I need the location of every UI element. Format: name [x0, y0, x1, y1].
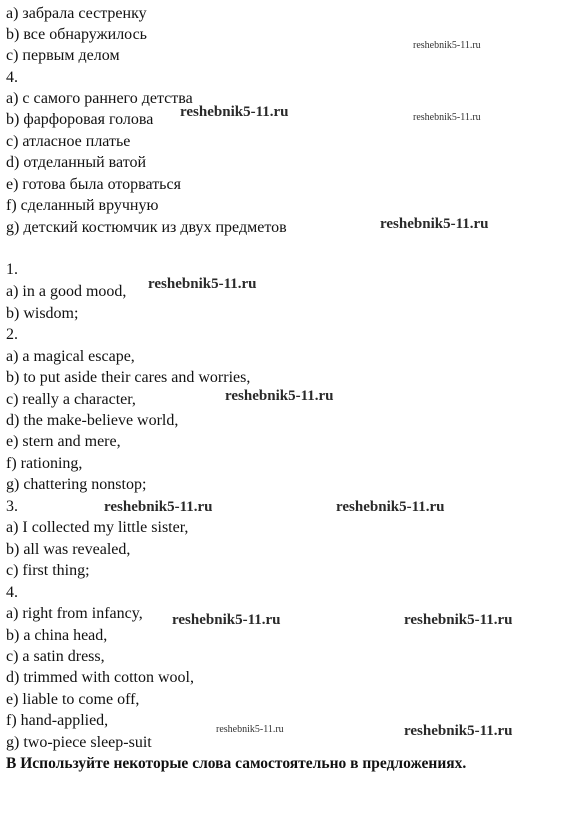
text-line: a) right from infancy, [6, 605, 143, 622]
text-line: f) сделанный вручную [6, 197, 159, 214]
text-line: a) I collected my little sister, [6, 519, 189, 536]
watermark: reshebnik5-11.ru [413, 40, 481, 51]
text-line: c) really a character, [6, 391, 136, 408]
watermark: reshebnik5-11.ru [225, 388, 334, 404]
section-number: 3. [6, 498, 18, 515]
watermark: reshebnik5-11.ru [180, 104, 289, 120]
text-line: b) все обнаружилось [6, 26, 147, 43]
watermark: reshebnik5-11.ru [336, 499, 445, 515]
watermark: reshebnik5-11.ru [216, 724, 284, 735]
exercise-heading: B Используйте некоторые слова самостоятельно в предложениях. [6, 755, 467, 772]
text-line: a) a magical escape, [6, 348, 135, 365]
text-line: f) rationing, [6, 455, 83, 472]
text-line: a) in a good mood, [6, 283, 127, 300]
text-line: g) детский костюмчик из двух предметов [6, 219, 287, 236]
text-line: a) забрала сестренку [6, 5, 147, 22]
watermark: reshebnik5-11.ru [404, 723, 513, 739]
text-line: c) first thing; [6, 562, 90, 579]
text-line: b) a china head, [6, 627, 108, 644]
text-line: d) the make-believe world, [6, 412, 179, 429]
text-line: g) chattering nonstop; [6, 476, 147, 493]
text-line: c) a satin dress, [6, 648, 105, 665]
text-line: e) liable to come off, [6, 691, 140, 708]
text-line: e) готова была оторваться [6, 176, 181, 193]
watermark: reshebnik5-11.ru [172, 612, 281, 628]
text-line: b) all was revealed, [6, 541, 131, 558]
text-line: c) первым делом [6, 47, 120, 64]
watermark: reshebnik5-11.ru [148, 276, 257, 292]
section-number: 4. [6, 584, 18, 601]
text-line: a) с самого раннего детства [6, 90, 193, 107]
section-number: 2. [6, 326, 18, 343]
watermark: reshebnik5-11.ru [404, 612, 513, 628]
text-line: e) stern and mere, [6, 433, 121, 450]
section-number: 4. [6, 69, 18, 86]
text-line: f) hand-applied, [6, 712, 109, 729]
watermark: reshebnik5-11.ru [413, 112, 481, 123]
text-line: b) фарфоровая голова [6, 111, 154, 128]
text-line: b) wisdom; [6, 305, 79, 322]
section-number: 1. [6, 261, 18, 278]
text-line: g) two-piece sleep-suit [6, 734, 152, 751]
text-line: d) trimmed with cotton wool, [6, 669, 194, 686]
watermark: reshebnik5-11.ru [380, 216, 489, 232]
text-line: d) отделанный ватой [6, 154, 147, 171]
text-line: b) to put aside their cares and worries, [6, 369, 251, 386]
watermark: reshebnik5-11.ru [104, 499, 213, 515]
text-line: c) атласное платье [6, 133, 131, 150]
